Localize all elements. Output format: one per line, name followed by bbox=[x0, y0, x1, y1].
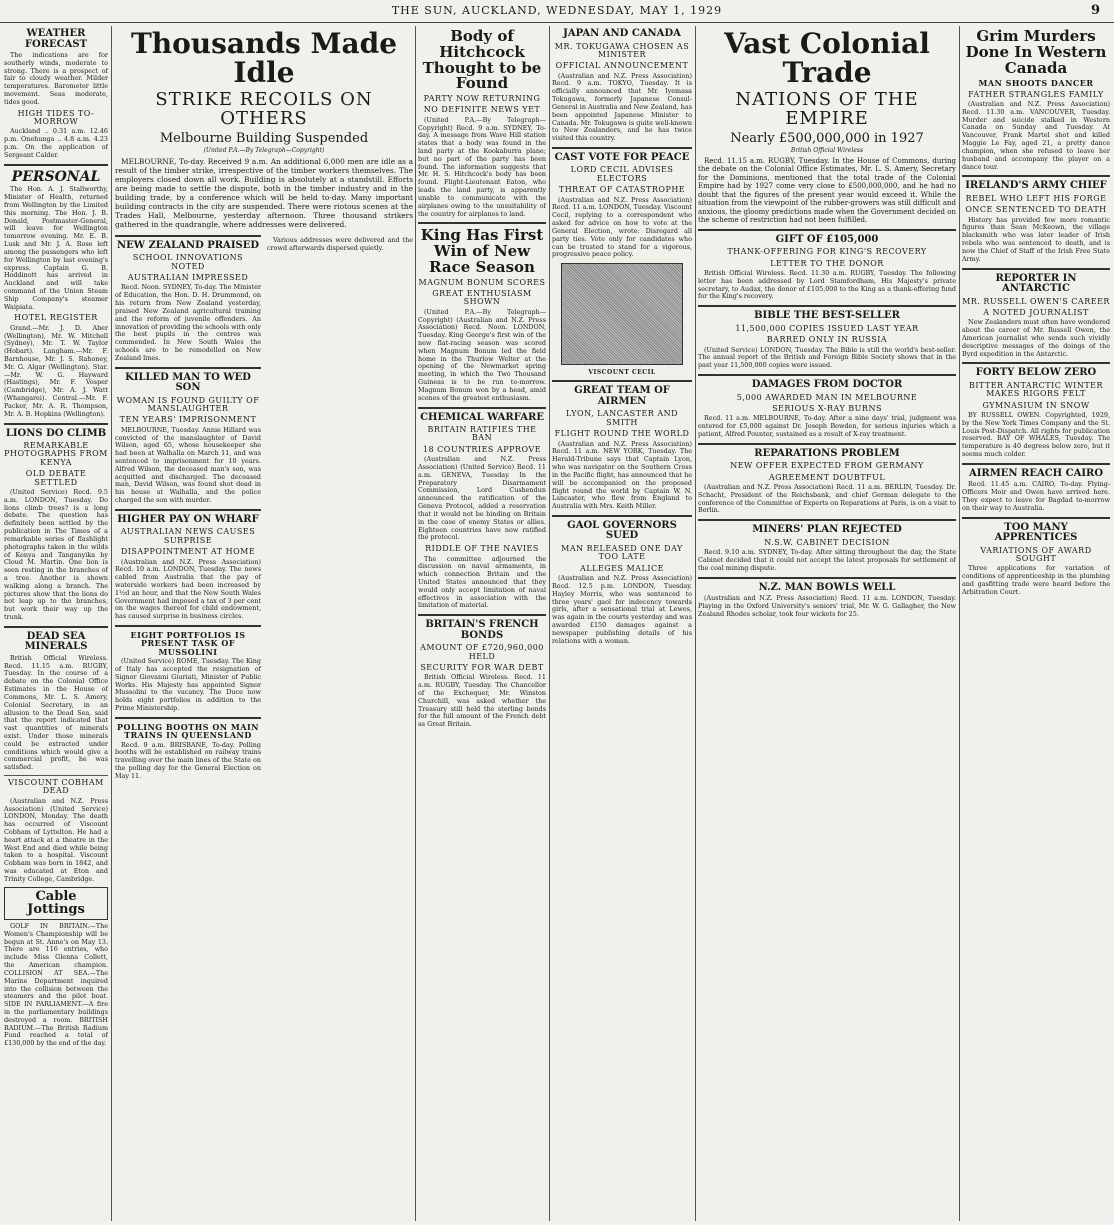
gift-text: British Official Wireless. Recd. 11.30 a.m. RUGBY, Tuesday. The following letter has been addressed by Lord Stamfordham, His Majesty's private secretary, to Audax, the donor of £105,000 to the King as a thank-offering fund for the King's recovery. bbox=[698, 269, 956, 301]
ira-subhead: REBEL WHO LEFT HIS FORGE bbox=[965, 193, 1107, 203]
murders-text: (Australian and N.Z. Press Association) Recd. 11.30 a.m. VANCOUVER, Tuesday. Murder and suicide stalked in Western Canada on Sunday and Tuesday. At Vancouver, Frank Martel shot and killed Maggie Le Fay, aged 21, a pretty dance champion, when she refused to leave her husband and accompany the player on a dance tour. bbox=[962, 100, 1110, 171]
column-1 bbox=[4, 26, 108, 1221]
ira-headline: IRELAND'S ARMY CHIEF bbox=[965, 180, 1107, 192]
bowls-headline: N.Z. MAN BOWLS WELL bbox=[758, 581, 896, 593]
miners-headline: MINERS' PLAN REJECTED bbox=[752, 524, 902, 536]
forty-below-subhead: BITTER ANTARCTIC WINTER MAKES RIGORS FELT bbox=[968, 380, 1104, 399]
ira-subhead-2: ONCE SENTENCED TO DEATH bbox=[965, 205, 1107, 215]
antarctic-headline: REPORTER IN ANTARCTIC bbox=[995, 272, 1077, 294]
murders-subhead-2: FATHER STRANGLES FAMILY bbox=[968, 89, 1104, 99]
tides-headline: HIGH TIDES TO-MORROW bbox=[17, 108, 95, 127]
gift-subhead: THANK-OFFERING FOR KING'S RECOVERY bbox=[727, 247, 927, 257]
hotel-headline: HOTEL REGISTER bbox=[14, 313, 98, 323]
japan-text: (Australian and N.Z. Press Association) Recd. 9 a.m. TOKYO, Tuesday. It is officially announced that Mr. Iyemasa Tokugawa, formerly Japanese Consul-General in Australia and New Zealand, has been appointed Japanese Minister to Canada. Mr. Tokugawa is quite well-known to New Zealanders, and he has twice visited this country. bbox=[552, 71, 692, 143]
antarctic-text: New Zealanders must often have wondered about the career of Mr. Russell Owen, the American journalist who sends such vividly descriptive messages of the doings of the Byrd expedition in the Antarctic. bbox=[962, 318, 1110, 358]
deadsea-text: British Official Wireless. Recd. 11.15 a.m. RUGBY, Tuesday. In the course of a debate on the Colonial Office Estimates in the House of Commons, Mr. L. S. Amery, Colonial Secretary, in an allusion to the Dead Sea, said that the report indicated that vast quantities of minerals exist. Under those minerals could be extracted under conditions which would give a commercial profit, he was satisfied. bbox=[4, 653, 108, 772]
peace-subhead: LORD CECIL ADVISES ELECTORS bbox=[570, 165, 674, 183]
column-5 bbox=[698, 26, 956, 1221]
hotel-text: Grand.—Mr. J. D. Aber (Wellington), Mr. W. Mitchell (Sydney), Mr. T. W. Taylor (Hobart). Langham.—Mr. F. Barnhouse, Mr. J. S. Rahoney, Mr. G. Algar (Wellington). Star.—Mr. W. G. Hayward (Hastings), Mr. F. Vosper (Cambridge), Mr. A. J. Watt (Whangarei). Central.—Mr. F. Packer, Mr. A. R. Thompson, Mr. A. B. Hopkins (Wellington). bbox=[4, 323, 108, 418]
polling-text: Recd. 9 a.m. BRISBANE, To-day. Polling booths will be established on railway trains travelling over the main lines of the State on the polling day for the General Election on May 11. bbox=[115, 740, 261, 780]
killed-man-text: MELBOURNE, Tuesday. Annie Hillard was convicted of the manslaughter of David Wilson, aged 65, whose housekeeper she had been at Walhalla on March 11, and was sentenced to imprisonment for 10 years. Alfred Wilson, the deceased man's son, was acquitted and discharged. The deceased man, David Wilson, was found shot dead in his house at Walhalla, and the police charged the son with murder. bbox=[115, 425, 261, 505]
idle-subhead-2: Melbourne Building Suspended bbox=[159, 130, 369, 146]
idle-text: MELBOURNE, To-day. Received 9 a.m. An additional 6,000 men are idle as a result of the timber strike, irrespective of the timber workers themselves. The employers closed down all work. Building is absolutely at a standstill. Efforts are being made to settle the dispute, both in the timber industry and in the building trade, by a conference which will be held to-day. Many important building contracts in the city are suspended. There were riotous scenes at the Trades Hall, Melbourne, yesterday afternoon. Three thousand strikers gathered in the quadrangle, where addresses were delivered. bbox=[115, 156, 413, 229]
gaol-text: (Australian and N.Z. Press Association) Recd. 12.5 p.m. LONDON, Tuesday. Hayley Morris, who was sentenced to three years' gaol for indecency towards girls, after a sensational trial at Lewes, was again in the courts yesterday and was awarded £150 damages against a newspaper publishing details of his relations with a woman. bbox=[552, 574, 692, 645]
colonial-trade-byline: British Official Wireless bbox=[790, 147, 864, 155]
forty-below-subhead-2: GYMNASIUM IN SNOW bbox=[982, 400, 1090, 410]
gift-subhead-2: LETTER TO THE DONOR bbox=[770, 258, 884, 268]
cable-jottings-text: GOLF IN BRITAIN.—The Women's Championship will be begun at St. Anne's on May 13. There are 116 entries, who include Miss Glenna Collett, the American champion. COLLISION AT SEA.—The Marine Department inquired into the collision between the steamers and the pilot boat. SIDE IN PARLIAMENT.—A fire in the parliamentary buildings destroyed a room. BRITISH RADIUM.—The British Radium Fund reached a total of £130,000 by the end of the day. bbox=[4, 922, 108, 1048]
peace-subhead-2: THREAT OF CATASTROPHE bbox=[558, 185, 686, 195]
viscount-cecil-photo bbox=[561, 263, 683, 365]
column-4 bbox=[552, 26, 692, 1221]
bible-headline: BIBLE THE BEST-SELLER bbox=[754, 310, 900, 322]
french-bonds-subhead-2: SECURITY FOR WAR DEBT bbox=[420, 662, 544, 672]
cobham-headline: VISCOUNT COBHAM DEAD bbox=[8, 778, 104, 796]
wharf-text: (Australian and N.Z. Press Association) Recd. 10 a.m. LONDON, Tuesday. The news cabled from Australia that the pay of waterside workers had been increased by 1½d an hour, and that the New South Wales Government had imposed a tax of 3 per cent on the wages thereof for child endowment, has caused surprise in business circles. bbox=[115, 557, 261, 621]
murders-subhead: MAN SHOOTS DANCER bbox=[978, 78, 1094, 89]
french-bonds-subhead: AMOUNT OF £720,960,000 HELD bbox=[420, 643, 544, 661]
cable-jottings-headline: Cable Jottings bbox=[4, 887, 108, 920]
damages-subhead: 5,000 AWARDED MAN IN MELBOURNE bbox=[736, 392, 918, 402]
column-3 bbox=[418, 26, 546, 1221]
wharf-headline: HIGHER PAY ON WHARF bbox=[117, 513, 259, 525]
forty-below-headline: FORTY BELOW ZERO bbox=[975, 367, 1097, 379]
peace-headline: CAST VOTE FOR PEACE bbox=[554, 151, 690, 163]
lions-subhead: REMARKABLE PHOTOGRAPHS FROM KENYA bbox=[4, 441, 108, 467]
killed-man-subhead: WOMAN IS FOUND GUILTY OF MANSLAUGHTER bbox=[116, 395, 260, 413]
bible-subhead: 11,500,000 COPIES ISSUED LAST YEAR bbox=[735, 323, 919, 333]
hitchcock-subhead: PARTY NOW RETURNING bbox=[423, 94, 541, 103]
weather-headline: WEATHER FORECAST bbox=[24, 28, 88, 50]
column-6 bbox=[962, 26, 1110, 1221]
ira-text: History has provided few more romantic figures than Sean McKeown, the village blacksmith who was later leader of Irish rebels who was sentenced to death, and is now the Chief of Staff of the Irish Free State Army. bbox=[962, 215, 1110, 263]
bible-subhead-2: BARRED ONLY IN RUSSIA bbox=[766, 335, 888, 345]
king-win-subhead-2: GREAT ENTHUSIASM SHOWN bbox=[432, 288, 532, 307]
masthead-title: THE SUN, AUCKLAND, WEDNESDAY, MAY 1, 1929 bbox=[391, 4, 723, 17]
masthead bbox=[0, 0, 1114, 23]
reparations-subhead: NEW OFFER EXPECTED FROM GERMANY bbox=[730, 461, 924, 471]
hitchcock-text: (United P.A.—By Telegraph—Copyright) Recd. 9 a.m. SYDNEY, To-day. A message from Wave Hill station states that a body was found in the land party at the Kookaburra plane; but no part of the party has been found. The information suggests that Mr. H. S. Hitchcock's body has been found. Flight-Lieutenant Eaton, who leads the land party, is apparently unable to communicate with the airplanes owing to the unsuitability of the country for airplanes to land. bbox=[418, 115, 546, 218]
killed-man-subhead-2: TEN YEARS' IMPRISONMENT bbox=[119, 415, 257, 425]
mussolini-text: (United Service) ROME, Tuesday. The King of Italy has accepted the resignation of Signor Giovanni Giuriati, Minister of Public Works. His Majesty has appointed Signor Mussolini to the vacancy. The Duce now holds eight portfolios in addition to the Prime Ministership. bbox=[115, 657, 261, 713]
reparations-subhead-2: AGREEMENT DOUBTFUL bbox=[768, 472, 886, 482]
idle-headline: Thousands Made Idle bbox=[130, 27, 398, 90]
miners-subhead: N.S.W. CABINET DECISION bbox=[764, 537, 890, 547]
weather-text: The indications are for southerly winds, moderate to strong. There is a prospect of fair to cloudy weather. Milder temperatures. Barometer little movement. Seas moderate, tides good. bbox=[4, 51, 108, 106]
airmen-headline: GREAT TEAM OF AIRMEN bbox=[574, 385, 670, 407]
colonial-trade-headline: Vast Colonial Trade bbox=[724, 27, 930, 90]
reparations-headline: REPARATIONS PROBLEM bbox=[754, 447, 900, 459]
gift-headline: GIFT OF £105,000 bbox=[775, 233, 879, 245]
peace-text: (Australian and N.Z. Press Association) Recd. 11 a.m. LONDON, Tuesday. Viscount Cecil, replying to a correspondent who asked for advice on how to vote at the General Election, wrote: Disregard all party ties. Vote only for candidates who can be trusted to stand for a vigorous, progressive peace policy. bbox=[552, 195, 692, 259]
damages-subhead-2: SERIOUS X-RAY BURNS bbox=[772, 403, 882, 413]
cairo-headline: AIRMEN REACH CAIRO bbox=[968, 467, 1104, 479]
bible-text: (United Service) LONDON, Tuesday. The Bible is still the world's best-seller. The annual report of the British and Foreign Bible Society shows that in the past year 11,500,000 copies were issued. bbox=[698, 345, 956, 370]
king-win-text: (United P.A.—By Telegraph—Copyright) (Australian and N.Z. Press Association) Recd. Noon. LONDON, Tuesday. King George's first win of the new flat-racing season was scored when Magnum Bonum led the field home in the Thurlow Welter at the opening of the Newmarket spring meeting, in which the Two Thousand Guineas is to be run to-morrow. Magnum Bonum won by a head, amid scenes of the greatest enthusiasm. bbox=[418, 307, 546, 402]
chemical-text: (Australian and N.Z. Press Association) (United Service) Recd. 11 a.m. GENEVA, Tuesday. In the Preparatory Disarmament Commission, Lord Cushendun announced the ratification of the Geneva Protocol, added a reservation that it would not be binding on Britain in the case of enemy States or allies. Eighteen countries have now ratified the protocol. bbox=[418, 455, 546, 542]
apprentices-subhead: VARIATIONS OF AWARD SOUGHT bbox=[980, 545, 1092, 564]
page-number: 9 bbox=[1090, 3, 1100, 18]
colonial-trade-subhead: NATIONS OF THE EMPIRE bbox=[735, 88, 919, 129]
airmen-subhead-2: FLIGHT ROUND THE WORLD bbox=[554, 429, 690, 439]
apprentices-text: Three applications for variation of conditions of apprenticeship in the plumbing and gasfitting trade were heard before the Arbitration Court. bbox=[962, 564, 1110, 596]
bowls-text: (Australian and N.Z. Press Association) Recd. 11 a.m. LONDON, Tuesday. Playing in the Oxford University's seniors' trial, Mr. W. G. Gallagher, the New Zealand Rhodes scholar, took four wickets for 25. bbox=[698, 594, 956, 618]
damages-headline: DAMAGES FROM DOCTOR bbox=[751, 379, 903, 391]
nz-praised-text: Recd. Noon. SYDNEY, To-day. The Minister of Education, the Hon. D. H. Drummond, on his return from New Zealand yesterday, praised New Zealand agricultural training and the reform of juvenile offenders. An innovation of providing the schools with only the best pupils in the centres was commended. In New South Wales the schools are to be remodelled on New Zealand lines. bbox=[115, 283, 261, 362]
killed-man-headline: KILLED MAN TO WED SON bbox=[125, 371, 251, 394]
navies-headline: RIDDLE OF THE NAVIES bbox=[425, 544, 539, 554]
nz-praised-headline: NEW ZEALAND PRAISED bbox=[116, 239, 260, 251]
personal-text: The Hon. A. J. Stallworthy, Minister of Health, returned from Wellington by the Limited this morning. The Hon. J. B. Donald, Postmaster-General, will leave for Wellington tomorrow evening. Mr. E. B. Lusk and Mr. J. A. Rose left among the passengers who left for Wellington by last evening's express. Captain G. B. Hoddinott has arrived in Auckland and will take command of the Union Steam Ship Company's steamer Waipiata. bbox=[4, 185, 108, 311]
japan-headline: JAPAN AND CANADA bbox=[563, 28, 681, 39]
chemical-subhead-2: 18 COUNTRIES APPROVE bbox=[422, 444, 542, 454]
gaol-headline: GAOL GOVERNORS SUED bbox=[567, 519, 677, 542]
lions-text: (United Service) Recd. 9.5 a.m. LONDON, Tuesday. Do lions climb trees? is a long debate. The question has definitely been settled by the publication in The Times of a remarkable series of flashlight photographs taken in the wilds of Kenya and Tanganyika by Cloud M. Martin. One lion is seen resting in the branches of a tree. Another is shown walking along a branch. The pictures show that the lions do not leap up to the branches, but work their way up the trunk. bbox=[4, 488, 108, 621]
french-bonds-headline: BRITAIN'S FRENCH BONDS bbox=[425, 619, 539, 641]
king-win-subhead: MAGNUM BONUM SCORES bbox=[418, 277, 546, 287]
hitchcock-headline: Body of Hitchcock Thought to be Found bbox=[422, 27, 542, 93]
cobham-text: (Australian and N.Z. Press Association) (United Service) LONDON, Monday. The death has occurred of Viscount Cobham of Lyttelton. He had a heart attack at a theatre in the West End and died while being taken to a hospital. Viscount Cobham was born in 1842, and was educated at Eton and Trinity College, Cambridge. bbox=[4, 796, 108, 883]
airmen-subhead: LYON, LANCASTER AND SMITH bbox=[565, 409, 679, 427]
japan-subhead-2: OFFICIAL ANNOUNCEMENT bbox=[555, 61, 689, 71]
wharf-subhead: AUSTRALIAN NEWS CAUSES SURPRISE bbox=[120, 527, 256, 545]
gaol-subhead: MAN RELEASED ONE DAY TOO LATE bbox=[561, 543, 683, 562]
photo-caption: VISCOUNT CECIL bbox=[588, 369, 656, 377]
deadsea-headline: DEAD SEA MINERALS bbox=[24, 630, 88, 653]
chemical-headline: CHEMICAL WARFARE bbox=[420, 411, 544, 423]
mussolini-headline: EIGHT PORTFOLIOS IS PRESENT TASK OF MUSSOLINI bbox=[130, 630, 246, 657]
antarctic-subhead: MR. RUSSELL OWEN'S CAREER bbox=[962, 296, 1110, 306]
miners-text: Recd. 9.10 a.m. SYDNEY, To-day. After sitting throughout the day, the State Cabinet decided that it could not accept the latest proposals for settlement of the coal mining dispute. bbox=[698, 548, 956, 572]
personal-headline: PERSONAL bbox=[11, 168, 101, 185]
gaol-subhead-2: ALLEGES MALICE bbox=[580, 563, 664, 573]
damages-text: Recd. 11 a.m. MELBOURNE, To-day. After a nine days' trial, judgment was entered for £5,000 against Dr. Joseph Bowden, for serious injuries which a patient, Alfred Pounter, sustained as a result of X-ray treatment. bbox=[698, 414, 956, 438]
polling-headline: POLLING BOOTHS ON MAIN TRAINS IN QUEENSLAND bbox=[116, 721, 259, 741]
apprentices-headline: TOO MANY APPRENTICES bbox=[994, 521, 1078, 544]
king-win-headline: King Has First Win of New Race Season bbox=[420, 226, 544, 276]
colonial-trade-text: Recd. 11.15 a.m. RUGBY, Tuesday. In the House of Commons, during the debate on the Colonial Office Estimates, Mr. L. S. Amery, Secretary for the Dominions, mentioned that the total trade of the Colonial Empire had by 1927 come very close to £500,000,000, and he had no doubt that the figures of the present year would exceed it. While the situation from the viewpoint of the rubber-growers was still difficult and anxious, the gloomy predictions made when the Government decided on the scheme of restriction had not been fulfilled. bbox=[698, 156, 956, 225]
chemical-subhead: BRITAIN RATIFIES THE BAN bbox=[427, 425, 537, 443]
nz-praised-subhead-2: AUSTRALIAN IMPRESSED bbox=[127, 273, 249, 283]
wharf-subhead-2: DISAPPOINTMENT AT HOME bbox=[120, 547, 256, 557]
idle-byline: (United P.A.—By Telegraph—Copyright) bbox=[203, 147, 325, 155]
tides-text: Auckland .. 0.31 a.m. 12.46 p.m. Onehunga .. 4.8 a.m. 4.23 p.m. On the application of Sergeant Calder. bbox=[4, 127, 108, 159]
murders-headline: Grim Murders Done In Western Canada bbox=[965, 27, 1107, 77]
hitchcock-subhead-2: NO DEFINITE NEWS YET bbox=[423, 105, 541, 115]
french-bonds-text: British Official Wireless. Recd. 11 a.m. RUGBY, Tuesday. The Chancellor of the Exchequer, Mr. Winston Churchill, was asked whether the Treasury still held the sterling bonds for the full amount of the French debt as Great Britain. bbox=[418, 673, 546, 729]
column-2: Thousands Made Idle STRIKE RECOILS ON OTHERS Melbourne Building Suspended (United P.A.—By Telegraph—Copyright) MELBOURNE, To-day. Received 9 a.m. An additional 6,000 men are idle as a result of the timber strike, irrespective of the timber workers themselves. The employers closed down all work. Building is absolutely at a standstill. Efforts are being made to settle the dispute, both in the timber industry and in the building trade, by a conference which will be held to-day. Many important building contracts in the city are suspended. There were riotous scenes at the Trades Hall, Melbourne, yesterday afternoon. Three thousand strikers gathered in the quadrangle, where addresses were delivered. NEW ZEALAND PRAISED SCHOOL INNOVATIONS NOTED AUSTRALIAN IMPRESSED Recd. Noon. SYDNEY, To-day. The Minister of Education, the Hon. D. H. Drummond, on his return from New Zealand yesterday, praised New Zealand agricultural training and the reform of juvenile offenders. An innovation of providing the schools with only the best pupils in the centres was commended. In New South Wales the schools are to be remodelled on New Zealand lines. KILLED MAN TO WED SON WOMAN IS FOUND GUILTY OF MANSLAUGHTER TEN YEARS' IMPRISONMENT MELBOURNE, Tuesday. Annie Hillard was convicted of the manslaughter of David Wilson, aged 65, whose housekeeper she had been at Walhalla on March 11, and was sentenced to imprisonment for 10 years. Alfred Wilson, the deceased man's son, was acquitted and discharged. The deceased man, David Wilson, was found shot dead in his house at Walhalla, and the police charged the son with murder. HIGHER PAY ON WHARF AUSTRALIAN NEWS CAUSES SURPRISE DISAPPOINTMENT AT HOME (Australian and N.Z. Press Association) Recd. 10 a.m. LONDON, Tuesday. The news cabled from Australia that the pay of waterside workers had been increased by 1½d an hour, and that the New South Wales Government had imposed a tax of 3 per cent on the wages thereof for child endowment, has caused surprise in business circles. EIGHT PORTFOLIOS IS PRESENT TASK OF MUSSOLINI (United Service) ROME, Tuesday. The King of Italy has accepted the resignation of Signor Giovanni Giuriati, Minister of Public Works. His Majesty has appointed Signor Mussolini to the vacancy. The Duce now holds eight portfolios in addition to the Prime Ministership. POLLING BOOTHS ON MAIN TRAINS IN QUEENSLAND Recd. 9 a.m. BRISBANE, To-day. Polling booths will be established on railway trains travelling over the main lines of the State on the polling day for the General Election on May 11. Various addresses were delivered and the crowd afterwards dispersed quietly. bbox=[115, 27, 413, 780]
idle-subhead: STRIKE RECOILS ON OTHERS bbox=[155, 88, 373, 129]
colonial-trade-subhead-2: Nearly £500,000,000 in 1927 bbox=[730, 130, 924, 146]
lions-subhead-2: OLD DEBATE SETTLED bbox=[25, 469, 87, 487]
airmen-text: (Australian and N.Z. Press Association) Recd. 11 a.m. NEW YORK, Tuesday. The Herald-Tribune says that Captain Lyon, who was navigator on the Southern Cross in the Pacific flight, has announced that he will be accompanied on the proposed flight round the world by Captain W. N. Lancaster, who flew from England to Australia with Mrs. Keith Miller. bbox=[552, 439, 692, 511]
forty-below-text: BY RUSSELL OWEN. Copyrighted, 1929, by the New York Times Company and the St. Louis Post-Dispatch. All rights for publication reserved. BAY OF WHALES, Tuesday. The temperature is 40 degrees below zero, but it seems much colder. bbox=[962, 411, 1110, 459]
lions-headline: LIONS DO CLIMB bbox=[5, 427, 107, 439]
cairo-text: Recd. 11.45 a.m. CAIRO, To-day. Flying-Officers Moir and Owen have arrived here. They expect to leave for Bagdad to-morrow on their way to Australia. bbox=[962, 480, 1110, 512]
reparations-text: (Australian and N.Z. Press Association) Recd. 11 a.m. BERLIN, Tuesday. Dr. Schacht, President of the Reichsbank, and chief German delegate to the conference of the Committee of Experts on Reparations at Paris, is on a visit to Berlin. bbox=[698, 483, 956, 515]
nz-praised-subhead: SCHOOL INNOVATIONS NOTED bbox=[132, 253, 244, 271]
japan-subhead: MR. TOKUGAWA CHOSEN AS MINISTER bbox=[554, 41, 690, 59]
navies-text: The committee adjourned the discussion on naval armaments, in which connection Britain and the United States announced that they would only accept limitation of naval effectives in association with the limitation of material. bbox=[418, 554, 546, 610]
antarctic-subhead-2: A NOTED JOURNALIST bbox=[983, 307, 1089, 317]
